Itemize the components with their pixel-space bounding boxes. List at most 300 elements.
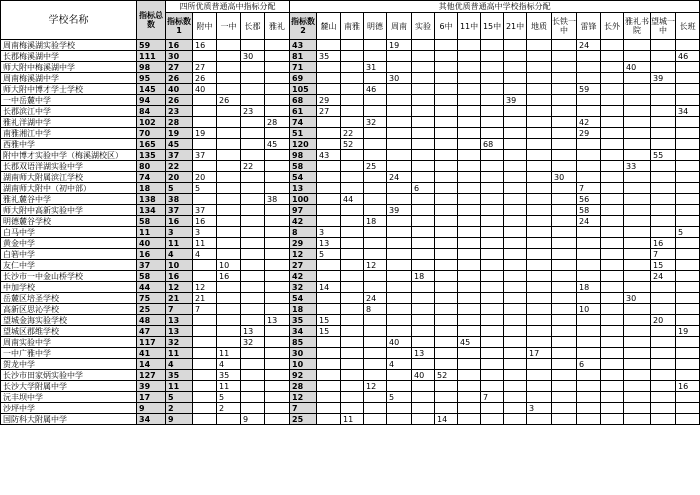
g1-value-cell: 40: [193, 84, 217, 95]
g2-value-cell: [676, 348, 700, 359]
g2-value-cell: [527, 392, 552, 403]
g2-value-cell: [412, 282, 435, 293]
g1-total-cell: 4: [166, 249, 193, 260]
g2-value-cell: [552, 62, 577, 73]
g2-value-cell: [481, 205, 504, 216]
g1-col-header: 雅礼: [265, 13, 290, 40]
g2-total-cell: 71: [290, 62, 317, 73]
g2-value-cell: [364, 150, 387, 161]
g2-value-cell: [481, 337, 504, 348]
g1-total-cell: 37: [166, 150, 193, 161]
g2-value-cell: 7: [577, 183, 601, 194]
school-name-cell: 国防科大附属中学: [1, 414, 137, 425]
g2-value-cell: 34: [676, 106, 700, 117]
g1-value-cell: [217, 139, 241, 150]
school-name-cell: 望城金海实验学校: [1, 315, 137, 326]
g2-value-cell: [676, 183, 700, 194]
g2-value-cell: [552, 128, 577, 139]
g2-value-cell: [412, 139, 435, 150]
g2-value-cell: [412, 150, 435, 161]
school-name-cell: 长沙大学附属中学: [1, 381, 137, 392]
g2-value-cell: 5: [317, 249, 341, 260]
g1-value-cell: [193, 326, 217, 337]
g1-value-cell: [217, 238, 241, 249]
g2-value-cell: [387, 381, 412, 392]
g2-value-cell: [364, 73, 387, 84]
g1-value-cell: 16: [217, 271, 241, 282]
g2-total-cell: 74: [290, 117, 317, 128]
g2-value-cell: [435, 392, 458, 403]
g1-total-cell: 16: [166, 216, 193, 227]
g2-value-cell: [552, 282, 577, 293]
g2-total-cell: 97: [290, 205, 317, 216]
g2-value-cell: [504, 117, 527, 128]
g1-value-cell: [193, 194, 217, 205]
g2-value-cell: [651, 117, 676, 128]
total-cell: 165: [137, 139, 166, 150]
g2-value-cell: [458, 271, 481, 282]
g2-value-cell: [412, 260, 435, 271]
g2-value-cell: 18: [364, 216, 387, 227]
g1-value-cell: [265, 403, 290, 414]
g1-value-cell: [241, 150, 265, 161]
g2-value-cell: [552, 249, 577, 260]
g2-value-cell: 39: [387, 205, 412, 216]
g2-value-cell: [601, 370, 624, 381]
g2-value-cell: [364, 51, 387, 62]
g2-value-cell: [527, 194, 552, 205]
g1-value-cell: [241, 205, 265, 216]
g2-value-cell: [458, 84, 481, 95]
school-name-cell: 长郡梅溪湖中学: [1, 51, 137, 62]
g1-value-cell: 22: [241, 161, 265, 172]
g2-value-cell: [504, 348, 527, 359]
g2-value-cell: [552, 40, 577, 51]
g2-value-cell: [601, 216, 624, 227]
g2-total-cell: 42: [290, 216, 317, 227]
g2-value-cell: [552, 370, 577, 381]
g1-col-header: 附中: [193, 13, 217, 40]
g2-value-cell: [601, 106, 624, 117]
g2-value-cell: [458, 128, 481, 139]
g2-value-cell: [481, 381, 504, 392]
g2-value-cell: [317, 293, 341, 304]
total-cell: 16: [137, 249, 166, 260]
g2-value-cell: 31: [364, 62, 387, 73]
g2-value-cell: [676, 271, 700, 282]
g2-value-cell: [341, 282, 364, 293]
g2-value-cell: 4: [387, 359, 412, 370]
g2-total-cell: 7: [290, 403, 317, 414]
g2-value-cell: [435, 337, 458, 348]
g1-value-cell: [265, 381, 290, 392]
g1-value-cell: [241, 238, 265, 249]
table-row: [1, 194, 700, 205]
g1-value-cell: [265, 51, 290, 62]
g2-value-cell: [387, 84, 412, 95]
g2-value-cell: [387, 128, 412, 139]
g1-value-cell: [241, 381, 265, 392]
g2-value-cell: 40: [412, 370, 435, 381]
g2-value-cell: [341, 370, 364, 381]
table-row: [1, 260, 700, 271]
g2-value-cell: [601, 73, 624, 84]
g2-value-cell: [624, 194, 651, 205]
table-row: [1, 381, 700, 392]
g1-value-cell: [241, 128, 265, 139]
g2-value-cell: [577, 238, 601, 249]
g2-value-cell: [504, 315, 527, 326]
g1-value-cell: [217, 194, 241, 205]
g2-value-cell: [601, 359, 624, 370]
g2-value-cell: [651, 227, 676, 238]
g2-value-cell: [552, 95, 577, 106]
g2-value-cell: [341, 161, 364, 172]
table-row: [1, 414, 700, 425]
school-name-cell: 周南梅溪湖实验学校: [1, 40, 137, 51]
g1-value-cell: 11: [217, 348, 241, 359]
g2-value-cell: [435, 95, 458, 106]
table-row: [1, 40, 700, 51]
g2-value-cell: [458, 293, 481, 304]
g2-value-cell: [504, 260, 527, 271]
g2-value-cell: [317, 337, 341, 348]
g1-value-cell: [241, 139, 265, 150]
g2-total-cell: 69: [290, 73, 317, 84]
g2-value-cell: [601, 117, 624, 128]
g2-value-cell: [676, 139, 700, 150]
g1-value-cell: [217, 62, 241, 73]
g1-total-cell: 5: [166, 392, 193, 403]
g2-value-cell: [504, 282, 527, 293]
g2-value-cell: [341, 73, 364, 84]
g1-value-cell: [265, 304, 290, 315]
g2-value-cell: [387, 106, 412, 117]
g2-value-cell: [458, 227, 481, 238]
g2-value-cell: [317, 62, 341, 73]
g2-value-cell: [387, 293, 412, 304]
g2-value-cell: [624, 414, 651, 425]
g2-value-cell: 18: [412, 271, 435, 282]
g1-total-cell: 11: [166, 381, 193, 392]
g2-value-cell: 12: [364, 381, 387, 392]
g2-value-cell: [527, 282, 552, 293]
g1-value-cell: 16: [193, 216, 217, 227]
g2-value-cell: [552, 304, 577, 315]
g2-value-cell: [387, 403, 412, 414]
g2-value-cell: 16: [676, 381, 700, 392]
g2-value-cell: 3: [527, 403, 552, 414]
g1-value-cell: [193, 51, 217, 62]
g2-value-cell: [387, 62, 412, 73]
g2-value-cell: [435, 249, 458, 260]
g2-value-cell: [504, 139, 527, 150]
g2-value-cell: [481, 95, 504, 106]
g1-value-cell: [193, 392, 217, 403]
g1-value-cell: [265, 161, 290, 172]
g2-value-cell: [435, 128, 458, 139]
g2-value-cell: [504, 62, 527, 73]
g2-value-cell: 59: [577, 84, 601, 95]
g2-value-cell: [364, 271, 387, 282]
g2-value-cell: [458, 62, 481, 73]
g2-value-cell: [435, 282, 458, 293]
g2-value-cell: [601, 326, 624, 337]
g2-value-cell: [676, 238, 700, 249]
school-name-cell: 白箬中学: [1, 249, 137, 260]
g2-value-cell: [481, 238, 504, 249]
g2-value-cell: [387, 414, 412, 425]
g2-value-cell: [552, 348, 577, 359]
g1-value-cell: [265, 205, 290, 216]
g2-value-cell: [601, 381, 624, 392]
g2-value-cell: 33: [624, 161, 651, 172]
g2-value-cell: [676, 304, 700, 315]
g1-value-cell: [265, 392, 290, 403]
g2-value-cell: [317, 183, 341, 194]
g1-value-cell: [265, 216, 290, 227]
g1-total-cell: 45: [166, 139, 193, 150]
g1-value-cell: [265, 414, 290, 425]
g2-value-cell: [341, 315, 364, 326]
g2-value-cell: [458, 216, 481, 227]
school-name-cell: 雅礼洋湖中学: [1, 117, 137, 128]
g2-value-cell: [435, 227, 458, 238]
g2-value-cell: [601, 205, 624, 216]
g1-value-cell: [241, 183, 265, 194]
total-cell: 17: [137, 392, 166, 403]
g2-value-cell: 19: [387, 40, 412, 51]
g2-value-cell: [676, 216, 700, 227]
g2-value-cell: [341, 381, 364, 392]
g1-total-cell: 19: [166, 128, 193, 139]
g2-value-cell: [481, 293, 504, 304]
g1-value-cell: [241, 73, 265, 84]
g2-value-cell: [676, 293, 700, 304]
g1-total-cell: 22: [166, 161, 193, 172]
g2-value-cell: 40: [624, 62, 651, 73]
g2-value-cell: 3: [317, 227, 341, 238]
g1-total-cell: 26: [166, 95, 193, 106]
g2-value-cell: [651, 139, 676, 150]
g2-value-cell: [651, 293, 676, 304]
g2-value-cell: [504, 73, 527, 84]
g2-value-cell: [387, 282, 412, 293]
g2-value-cell: [527, 172, 552, 183]
g2-value-cell: [341, 106, 364, 117]
g2-value-cell: [458, 172, 481, 183]
g1-value-cell: [217, 205, 241, 216]
g2-value-cell: [624, 370, 651, 381]
g2-value-cell: [412, 40, 435, 51]
g2-value-cell: [676, 128, 700, 139]
g2-value-cell: [481, 315, 504, 326]
g1-value-cell: [241, 304, 265, 315]
g2-value-cell: [552, 238, 577, 249]
g2-value-cell: [364, 238, 387, 249]
g2-value-cell: [435, 161, 458, 172]
g2-value-cell: [435, 403, 458, 414]
g2-value-cell: [458, 392, 481, 403]
table-row: [1, 216, 700, 227]
school-name-cell: 黄金中学: [1, 238, 137, 249]
g2-value-cell: [364, 337, 387, 348]
g2-value-cell: [481, 172, 504, 183]
g2-value-cell: [601, 51, 624, 62]
g2-value-cell: [527, 106, 552, 117]
g2-value-cell: 14: [317, 282, 341, 293]
g2-value-cell: [527, 249, 552, 260]
table-row: [1, 205, 700, 216]
school-name-cell: 岳麓区培圣学校: [1, 293, 137, 304]
g2-value-cell: 32: [364, 117, 387, 128]
g2-value-cell: 8: [364, 304, 387, 315]
g2-value-cell: [481, 183, 504, 194]
g2-value-cell: [481, 403, 504, 414]
g2-col-header: 11中: [458, 13, 481, 40]
g2-value-cell: [435, 51, 458, 62]
g2-value-cell: [341, 150, 364, 161]
g2-value-cell: [458, 73, 481, 84]
g2-value-cell: [317, 260, 341, 271]
g2-value-cell: 56: [577, 194, 601, 205]
g2-value-cell: [387, 326, 412, 337]
g2-total-cell: 28: [290, 381, 317, 392]
g2-value-cell: [676, 161, 700, 172]
school-name-cell: 长郡滨江中学: [1, 106, 137, 117]
total-cell: 59: [137, 40, 166, 51]
g2-value-cell: 15: [317, 315, 341, 326]
g2-value-cell: [481, 40, 504, 51]
g2-value-cell: [458, 150, 481, 161]
g2-value-cell: 14: [435, 414, 458, 425]
g2-value-cell: 68: [481, 139, 504, 150]
g2-value-cell: 30: [552, 172, 577, 183]
g1-value-cell: [265, 337, 290, 348]
g2-value-cell: [412, 381, 435, 392]
g1-value-cell: [265, 95, 290, 106]
total-cell: 134: [137, 205, 166, 216]
table-row: [1, 293, 700, 304]
g2-value-cell: [676, 282, 700, 293]
g2-col-header: 望城一中: [651, 13, 676, 40]
g2-value-cell: [341, 62, 364, 73]
g2-value-cell: [676, 260, 700, 271]
g2-value-cell: [676, 84, 700, 95]
g1-value-cell: 26: [217, 95, 241, 106]
g2-value-cell: [504, 381, 527, 392]
school-name-cell: 湖南师大附中（初中部）: [1, 183, 137, 194]
g2-value-cell: [435, 205, 458, 216]
g1-value-cell: 4: [193, 249, 217, 260]
g2-value-cell: [577, 370, 601, 381]
g1-total-cell: 10: [166, 260, 193, 271]
g2-value-cell: [651, 304, 676, 315]
g1-value-cell: [217, 172, 241, 183]
g2-value-cell: [601, 238, 624, 249]
g2-value-cell: [317, 205, 341, 216]
g2-value-cell: [624, 183, 651, 194]
g2-value-cell: 27: [317, 106, 341, 117]
total-cell: 95: [137, 73, 166, 84]
g2-value-cell: [577, 392, 601, 403]
g2-value-cell: [601, 40, 624, 51]
total-cell: 98: [137, 62, 166, 73]
g2-value-cell: [504, 403, 527, 414]
g2-col-header: 明德: [364, 13, 387, 40]
g1-value-cell: 13: [265, 315, 290, 326]
table-row: [1, 238, 700, 249]
g2-value-cell: 29: [317, 95, 341, 106]
g2-value-cell: [527, 62, 552, 73]
g2-value-cell: [317, 194, 341, 205]
g2-value-cell: [364, 194, 387, 205]
g2-value-cell: [387, 139, 412, 150]
school-name-cell: 沙坪中学: [1, 403, 137, 414]
g1-value-cell: 37: [193, 205, 217, 216]
g1-value-cell: [265, 73, 290, 84]
g1-value-cell: 20: [193, 172, 217, 183]
g1-value-cell: [217, 84, 241, 95]
g1-value-cell: 38: [265, 194, 290, 205]
g1-value-cell: [217, 293, 241, 304]
g2-value-cell: [624, 205, 651, 216]
g2-value-cell: [458, 194, 481, 205]
g2-value-cell: [412, 326, 435, 337]
g2-value-cell: [504, 370, 527, 381]
g1-value-cell: 4: [217, 359, 241, 370]
g1-value-cell: [241, 392, 265, 403]
g2-total-cell: 25: [290, 414, 317, 425]
g2-value-cell: [412, 403, 435, 414]
g2-value-cell: [552, 359, 577, 370]
g1-total-cell: 11: [166, 238, 193, 249]
g2-value-cell: [676, 194, 700, 205]
g2-value-cell: [577, 293, 601, 304]
g2-value-cell: [676, 150, 700, 161]
g2-value-cell: [387, 51, 412, 62]
g2-value-cell: 30: [387, 73, 412, 84]
g2-value-cell: 44: [341, 194, 364, 205]
g2-value-cell: [364, 282, 387, 293]
g2-value-cell: 6: [412, 183, 435, 194]
total-cell: 80: [137, 161, 166, 172]
g1-value-cell: 7: [193, 304, 217, 315]
g2-value-cell: [676, 117, 700, 128]
school-name-cell: 湖南师大附属滨江学校: [1, 172, 137, 183]
g1-value-cell: [265, 84, 290, 95]
g2-total-cell: 27: [290, 260, 317, 271]
g2-value-cell: [504, 249, 527, 260]
g2-value-cell: 45: [458, 337, 481, 348]
g2-value-cell: [651, 381, 676, 392]
g2-value-cell: [624, 95, 651, 106]
g2-value-cell: [364, 128, 387, 139]
g2-value-cell: [577, 414, 601, 425]
g2-value-cell: [458, 359, 481, 370]
g2-total-cell: 81: [290, 51, 317, 62]
school-name-cell: 师大附中高新实验中学: [1, 205, 137, 216]
g1-total-cell: 23: [166, 106, 193, 117]
g1-value-cell: [193, 161, 217, 172]
g2-value-cell: [577, 249, 601, 260]
g2-value-cell: [504, 128, 527, 139]
g2-value-cell: [527, 315, 552, 326]
total-cell: 58: [137, 271, 166, 282]
g2-value-cell: [527, 95, 552, 106]
school-name-cell: 西雅中学: [1, 139, 137, 150]
g2-value-cell: [676, 392, 700, 403]
